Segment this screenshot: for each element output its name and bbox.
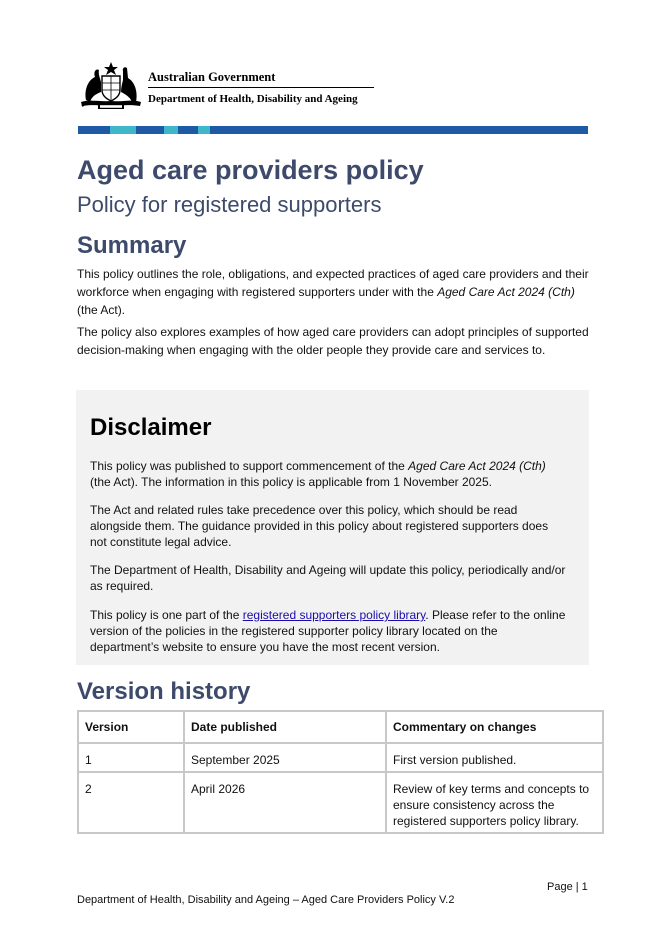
band-segment	[178, 126, 198, 134]
column-header: Version	[78, 711, 184, 743]
disclaimer-text: This policy was published to support commencement of the	[90, 459, 409, 473]
header	[78, 60, 588, 112]
table-cell: First version published.	[386, 743, 603, 772]
band-segment	[210, 126, 588, 134]
page-number: Page | 1	[547, 881, 588, 893]
disclaimer-heading: Disclaimer	[90, 414, 212, 441]
table-row	[78, 743, 603, 772]
column-header: Date published	[184, 711, 386, 743]
act-name: Aged Care Act 2024 (Cth)	[408, 459, 546, 473]
disclaimer-text-end: (the Act). The information in this policy is applicable from 1 November 2025.	[90, 475, 492, 489]
table-header-row	[78, 711, 603, 743]
version-history-table	[77, 710, 604, 834]
coat-of-arms-icon	[78, 60, 144, 110]
footer-text: Department of Health, Disability and Ageing – Aged Care Providers Policy V.2	[77, 894, 455, 906]
table-cell: 2	[78, 772, 184, 833]
disclaimer-paragraph-2: The Act and related rules take precedence over this policy, which should be read alongside them. The guidance provided in this policy about registered supporters does not constitute legal advice.	[90, 503, 549, 549]
table-cell: September 2025	[184, 743, 386, 772]
policy-library-link[interactable]: registered supporters policy library	[242, 608, 426, 622]
disclaimer-text: This policy is one part of the	[90, 608, 243, 622]
table-cell: 1	[78, 743, 184, 772]
page-subtitle: Policy for registered supporters	[77, 192, 382, 217]
band-segment	[164, 126, 178, 134]
summary-text: This policy outlines the role, obligations, and expected practices of aged care providers and their workforce when engaging with registered supporters under with the	[77, 267, 589, 299]
summary-paragraph-1	[77, 265, 592, 319]
disclaimer-text-end: . Please refer to the online version of the policies in the registered supporter policy library located on the department’s website to ensure you have the most recent version.	[90, 608, 566, 654]
disclaimer-paragraph-1	[90, 458, 568, 490]
act-name: Aged Care Act 2024 (Cth)	[437, 285, 575, 299]
header-divider	[148, 87, 374, 88]
disclaimer-box	[76, 390, 589, 665]
table-row	[78, 772, 603, 833]
summary-paragraph-2: The policy also explores examples of how aged care providers can adopt principles of supported decision-making when engaging with the older people they provide care and services to.	[77, 325, 589, 357]
band-segment	[110, 126, 136, 134]
disclaimer-paragraph-3: The Department of Health, Disability and Ageing will update this policy, periodically and/or as required.	[90, 563, 566, 593]
summary-text-end: (the Act).	[77, 303, 126, 317]
department-name: Department of Health, Disability and Ageing	[148, 93, 358, 105]
table-cell: April 2026	[184, 772, 386, 833]
table-cell: Review of key terms and concepts to ensure consistency across the registered supporters policy library.	[386, 772, 603, 833]
band-segment	[78, 126, 110, 134]
page-title: Aged care providers policy	[77, 155, 424, 185]
version-history-heading: Version history	[77, 678, 251, 705]
band-segment	[136, 126, 164, 134]
government-name: Australian Government	[148, 70, 276, 84]
disclaimer-paragraph-4	[90, 607, 568, 655]
band-segment	[198, 126, 210, 134]
decorative-color-band	[78, 126, 588, 134]
column-header: Commentary on changes	[386, 711, 603, 743]
summary-heading: Summary	[77, 232, 187, 259]
